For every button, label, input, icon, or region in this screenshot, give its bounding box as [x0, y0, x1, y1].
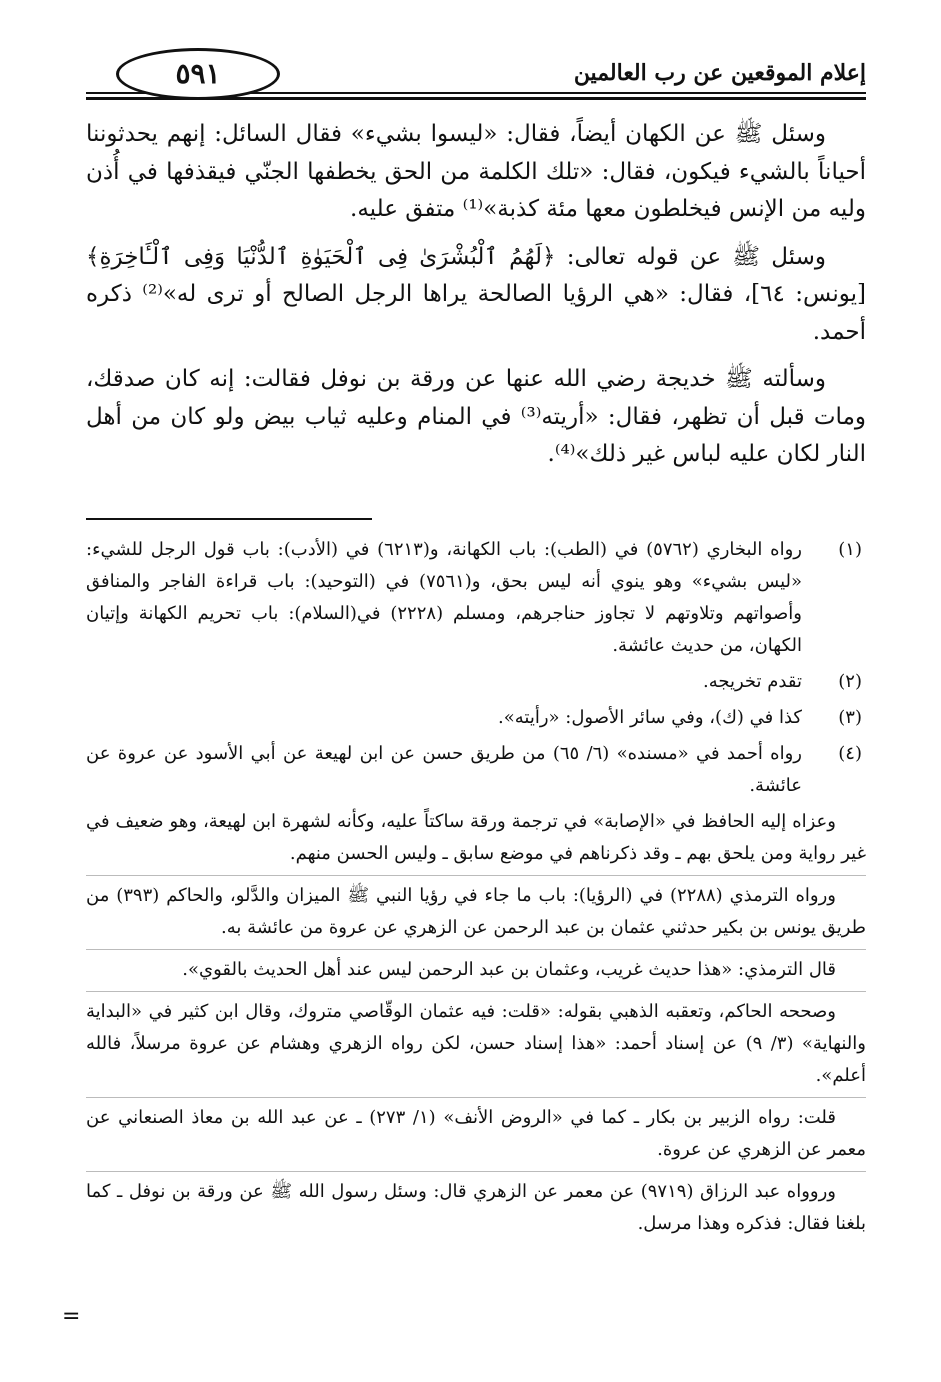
footnote-text: رواه البخاري (٥٧٦٢) في (الطب): باب الكهانة، و(٦٢١٣) في (الأدب): باب قول الرجل للشيء: «ليس بشيء» وهو ينوي أنه ليس بحق، و(٧٥٦١) في (التوحيد): باب قراءة الفاجر والمنافق وأصواتهم وتلاوتهم لا تجاوز حناجرهم، ومسلم (٢٢٢٨) في(السلام): باب تحريم الكهانة وإتيان الكهان، من حديث عائشة.: [86, 539, 802, 656]
footnote: [86, 702, 866, 734]
footnote-continuation: وعزاه إليه الحافظ في «الإصابة» في ترجمة ورقة ساكتاً عليه، وكأنه لشهرة ابن لهيعة، وهو ضعيف في غير رواية ومن يلحق بهم ـ وقد ذكرناهم في موضع سابق ـ وليس الحسن منهم.: [86, 811, 866, 864]
footnotes: [86, 534, 866, 1245]
footnote-continuation: وصححه الحاكم، وتعقبه الذهبي بقوله: «قلت: فيه عثمان الوقّاصي متروك، وقال ابن كثير في «البداية والنهاية» (٣/ ٩) عن إسناد أحمد: «هذا إسناد حسن، لكن رواه الزهري وهشام عن عروة مرسلاً، فالله أعلم».: [86, 1001, 866, 1086]
footnote-separator: [86, 518, 372, 520]
footnote-text: كذا في (ك)، وفي سائر الأصول: «رأيته».: [498, 707, 802, 728]
page-number: ٥٩١: [116, 48, 280, 100]
footnote-continuation: وروواه عبد الرزاق (٩٧١٩) عن معمر عن الزهري قال: وسئل رسول الله ﷺ عن ورقة بن نوفل ـ كما بلغنا فقال: فذكره وهذا مرسل.: [86, 1181, 866, 1234]
footnote-text: تقدم تخريجه.: [703, 671, 802, 692]
footnote-number: (٢): [838, 671, 862, 692]
footnote-number: (١): [838, 539, 862, 560]
footnote-divider: [86, 1171, 866, 1172]
continuation-mark: =: [62, 1304, 81, 1329]
footnote-continuation: قلت: رواه الزبير بن بكار ـ كما في «الروض الأنف» (١/ ٢٧٣) ـ عن عبد الله بن معاذ الصنعاني عن معمر عن الزهري عن عروة.: [86, 1107, 866, 1160]
footnote-divider: [86, 1097, 866, 1098]
footnote-number: (٤): [838, 743, 862, 764]
footnote: [86, 534, 866, 662]
paragraph-kuhhan: وسئل ﷺ عن الكهان أيضاً، فقال: «ليسوا بشيء» فقال السائل: إنهم يحدثوننا أحياناً بالشيء فيكون، فقال: «تلك الكلمة من الحق يخطفها الجنّي فيقذفها في أُذن وليه من الإنس فيخلطون معها مئة كذبة»⁽¹⁾ متفق عليه.: [86, 121, 866, 222]
footnote: [86, 666, 866, 698]
footnote-continuation: قال الترمذي: «هذا حديث غريب، وعثمان بن عبد الرحمن ليس عند أهل الحديث بالقوي».: [182, 959, 836, 980]
page-header: [86, 44, 866, 108]
paragraph-bushra: وسئل ﷺ عن قوله تعالى: ﴿لَهُمُ ٱلْبُشْرَىٰ فِى ٱلْحَيَوٰةِ ٱلدُّنْيَا وَفِى ٱلْـَٔاخِرَةِ﴾[يونس: ٦٤]، فقال: «هي الرؤيا الصالحة يراها الرجل الصالح أو ترى له»⁽²⁾ ذكره أحمد.: [86, 243, 866, 345]
footnote-text: رواه أحمد في «مسنده» (٦/ ٦٥) من طريق حسن عن ابن لهيعة عن أبي الأسود عن عروة عن عائشة.: [86, 743, 802, 796]
footnote-number: (٣): [838, 707, 862, 728]
footnote-divider: [86, 991, 866, 992]
paragraph-waraqa: وسألته ﷺ خديجة رضي الله عنها عن ورقة بن نوفل فقالت: إنه كان صدقك، ومات قبل أن تظهر، فقال: «أريته⁽³⁾ في المنام وعليه ثياب بيض ولو كان من أهل النار لكان عليه لباس غير ذلك»⁽⁴⁾.: [86, 366, 866, 467]
footnote-divider: [86, 875, 866, 876]
footnote-continuation: ورواه الترمذي (٢٢٨٨) في (الرؤيا): باب ما جاء في رؤيا النبي ﷺ الميزان والدَّلو، والحاكم (٣٩٣) من طريق يونس بن بكير حدثني عثمان بن عبد الرحمن عن الزهري عن عروة من عائشة به.: [86, 885, 866, 938]
footnote-divider: [86, 949, 866, 950]
main-text: [86, 116, 866, 484]
book-title: إعلام الموقعين عن رب العالمين: [573, 60, 866, 86]
footnote: [86, 738, 866, 802]
